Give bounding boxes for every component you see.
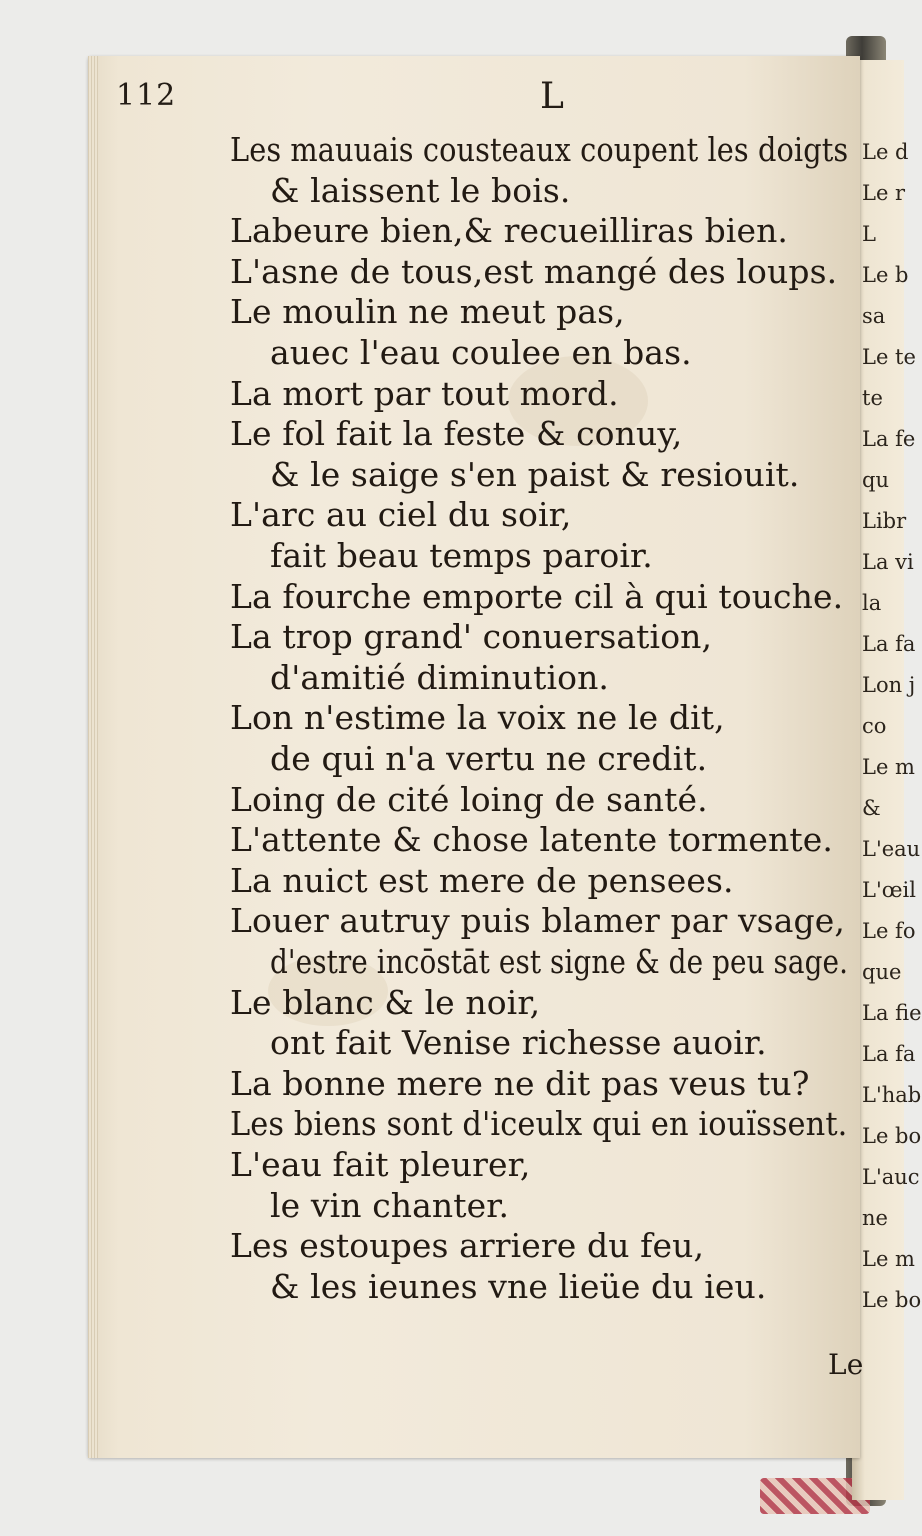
facing-page-fragment: Le m (862, 755, 915, 779)
page-number: 112 (116, 78, 177, 113)
verse-line: Le moulin ne meut pas, (230, 292, 625, 331)
verse-line: Les biens sont d'iceulx qui en iouïssent. (230, 1104, 848, 1143)
facing-page-fragment: la (862, 591, 882, 615)
verse-line: Labeure bien,& recueilliras bien. (230, 211, 789, 250)
facing-page-fragment: Le bo (862, 1288, 922, 1312)
verse-line: L'arc au ciel du soir, (230, 495, 572, 534)
verse-line: le vin chanter. (270, 1186, 510, 1225)
verse-line: Le fol fait la feste & conuy, (230, 414, 683, 453)
facing-page-fragment: Le b (862, 263, 909, 287)
verse-line: L'attente & chose latente tormente. (230, 820, 833, 859)
verse-line: d'amitié diminution. (270, 658, 610, 697)
verse-line: fait beau temps paroir. (270, 536, 653, 575)
catchword: Le (828, 1348, 864, 1381)
facing-page-fragment: La fa (862, 632, 916, 656)
verse-line: L'asne de tous,est mangé des loups. (230, 252, 838, 291)
facing-page-fragment: Le fo (862, 919, 916, 943)
facing-page-fragment: L'auc (862, 1165, 920, 1189)
page-edge (88, 56, 98, 1458)
verse-line: Les estoupes arriere du feu, (230, 1226, 705, 1265)
verse-line: La nuict est mere de pensees. (230, 861, 734, 900)
verse-line: de qui n'a vertu ne credit. (270, 739, 708, 778)
verse-line: auec l'eau coulee en bas. (270, 333, 692, 372)
facing-page-fragment: La fie (862, 1001, 922, 1025)
verse-line: & le saige s'en paist & resiouit. (270, 455, 800, 494)
facing-page-fragment: Le te (862, 345, 916, 369)
verse-line: d'estre incōstāt est signe & de peu sage. (270, 942, 849, 981)
verse-line: La trop grand' conuersation, (230, 617, 713, 656)
facing-page-fragment: Le bo (862, 1124, 922, 1148)
facing-page-fragment: L'œil (862, 878, 916, 902)
verse-line: La bonne mere ne dit pas veus tu? (230, 1064, 810, 1103)
facing-page-fragment: Le m (862, 1247, 915, 1271)
facing-page-fragment: Lon j (862, 673, 916, 697)
facing-page-fragment: sa (862, 304, 886, 328)
facing-page-fragment: co (862, 714, 887, 738)
facing-page-fragment: & (862, 796, 881, 820)
verse-line: Louer autruy puis blamer par vsage, (230, 901, 845, 940)
facing-page-fragment: que (862, 960, 902, 984)
facing-page-fragment: te (862, 386, 883, 410)
facing-page-fragment: La fe (862, 427, 916, 451)
running-head: L (540, 76, 564, 117)
verse-line: La mort par tout mord. (230, 374, 619, 413)
facing-page-fragment: Libr (862, 509, 907, 533)
facing-page-fragment: L'hab (862, 1083, 922, 1107)
facing-page-fragment: qu (862, 468, 889, 492)
facing-page-fragment: Le r (862, 181, 906, 205)
verse-line: & laissent le bois. (270, 171, 571, 210)
facing-page-fragment: ne (862, 1206, 888, 1230)
facing-page-fragment: L'eau (862, 837, 921, 861)
verse-line: Lon n'estime la voix ne le dit, (230, 698, 725, 737)
verse-line: L'eau fait pleurer, (230, 1145, 531, 1184)
verse-line: ont fait Venise richesse auoir. (270, 1023, 767, 1062)
verse-line: Loing de cité loing de santé. (230, 780, 708, 819)
facing-page-fragment: La vi (862, 550, 914, 574)
verse-line: & les ieunes vne lieüe du ieu. (270, 1267, 767, 1306)
verse-line: Le blanc & le noir, (230, 983, 541, 1022)
page-header (0, 78, 904, 118)
facing-page-fragment: Le d (862, 140, 909, 164)
facing-page-fragment: La fa (862, 1042, 916, 1066)
verse-line: La fourche emporte cil à qui touche. (230, 577, 844, 616)
verse-line: Les mauuais cousteaux coupent les doigts (230, 130, 849, 169)
facing-page-fragment: L (862, 222, 876, 246)
